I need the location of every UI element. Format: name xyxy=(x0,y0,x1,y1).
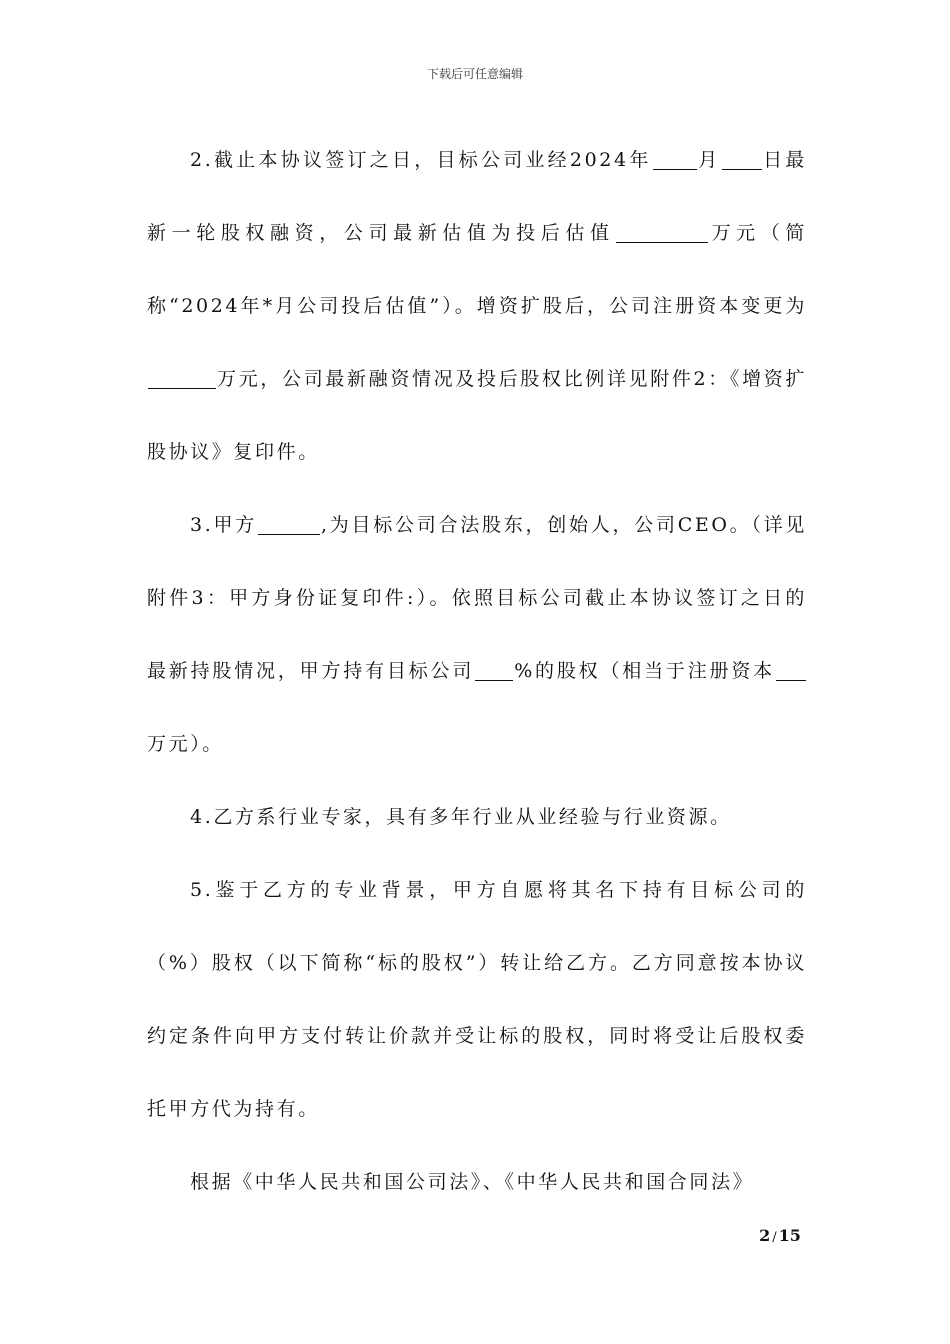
day-blank[interactable] xyxy=(722,149,762,170)
clause-2-text-e: 万元，公司最新融资情况及投后股权比例详见附件2：《增资扩股协议》复印件。 xyxy=(147,368,807,463)
share-percent-blank[interactable] xyxy=(475,660,513,681)
clause-4: 4.乙方系行业专家，具有多年行业从业经验与行业资源。 xyxy=(190,806,732,828)
page-header: 下载后可任意编辑 xyxy=(426,67,523,81)
clause-5: 5.鉴于乙方的专业背景，甲方自愿将其名下持有目标公司的（%）股权（以下简称“标的股权”）转让给乙方。乙方同意按本协议约定条件向甲方支付转让价款并受让标的股权，同时将受让后股权委托甲方代为持有。 xyxy=(147,879,807,1120)
clause-2-text-d: 万元（简称“2024年*月公司投后估值”）。增资扩股后，公司注册资本变更为 xyxy=(147,222,807,317)
clause-basis: 根据《中华人民共和国公司法》、《中华人民共和国合同法》 xyxy=(190,1171,755,1193)
page-current: 2 xyxy=(759,1226,771,1245)
registered-capital-blank[interactable] xyxy=(148,368,216,389)
month-blank[interactable] xyxy=(653,149,697,170)
valuation-blank[interactable] xyxy=(616,222,708,243)
clause-2 xyxy=(147,124,807,489)
clause-3-text-d: 万元）。 xyxy=(147,733,224,755)
page-separator: / xyxy=(772,1230,777,1245)
clause-3-text-c: %的股权（相当于注册资本 xyxy=(514,660,775,682)
page-number xyxy=(750,1226,810,1248)
party-a-name-blank[interactable] xyxy=(258,514,320,535)
capital-amount-blank[interactable] xyxy=(776,660,806,681)
clause-3-text-a: 3.甲方 xyxy=(190,514,257,536)
page-total: 15 xyxy=(778,1226,801,1245)
clause-3-text-b: ,为目标公司合法股东，创始人，公司CEO。（详见附件3：甲方身份证复印件:）。依照目标公司截止本协议签订之日的最新持股情况，甲方持有目标公司 xyxy=(147,514,807,682)
clause-3 xyxy=(147,489,807,781)
clause-2-text-a: 2.截止本协议签订之日，目标公司业经2024年 xyxy=(190,149,652,171)
clause-2-text-b: 月 xyxy=(697,149,721,171)
document-body xyxy=(147,124,807,1219)
clause-2-text-c: 日最新一轮股权融资，公司最新估值为投后估值 xyxy=(147,149,807,244)
